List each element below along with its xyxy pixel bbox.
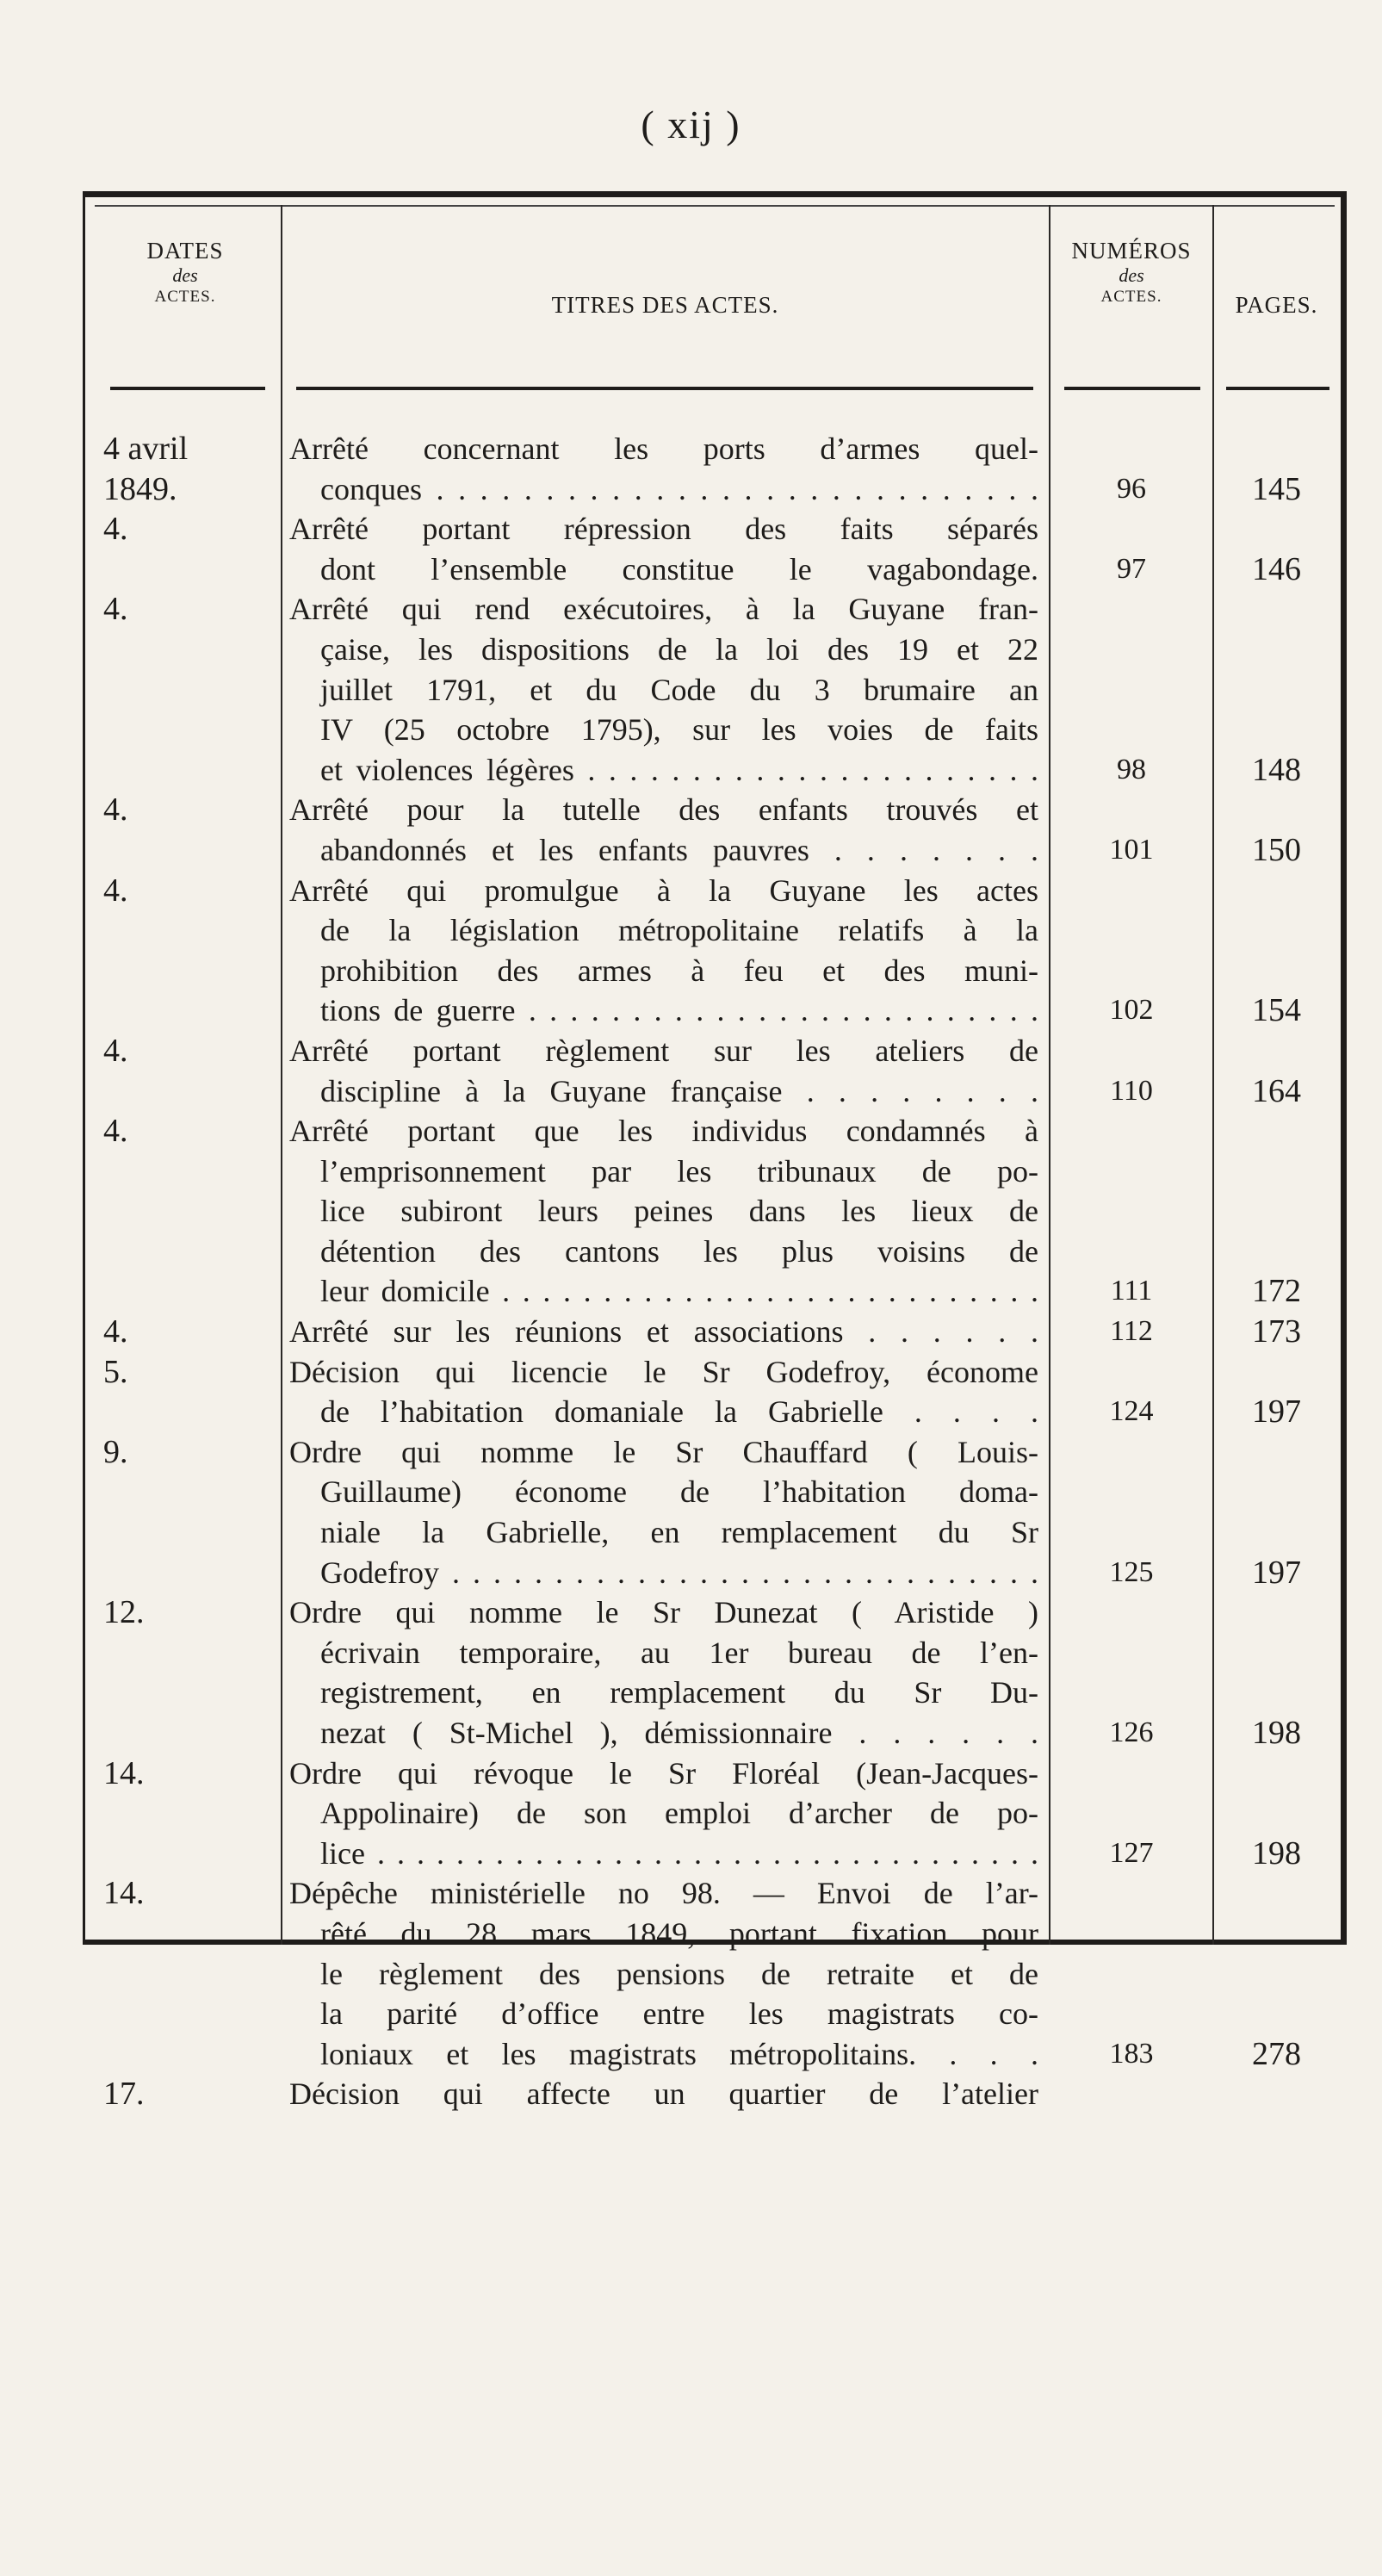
entry-page: 150 [1252,831,1301,868]
entry-page: 172 [1252,1273,1301,1310]
entry-date: 4. [103,872,128,909]
entry-title-line: prohibition des armes à feu et des muni- [320,953,1038,988]
entry-line [95,1031,1339,1071]
entry-page: 148 [1252,751,1301,788]
entry-line [95,630,1339,670]
list-item [95,1352,1339,1432]
entry-line [95,871,1339,911]
entry-line [95,589,1339,630]
entry-line [95,1873,1339,1914]
entry-line [95,790,1339,830]
entry-page: 154 [1252,992,1301,1029]
entry-line [95,1553,1339,1593]
entry-date: 4. [103,511,128,548]
entry-title-line: Guillaume) économe de l’habitation doma- [320,1474,1038,1510]
entry-line [95,1954,1339,1995]
entry-title-line: Arrêté qui promulgue à la Guyane les actes [289,872,1038,908]
entry-title-line: discipline à la Guyane française . . . . . . . . [320,1073,1038,1108]
entry-number: 97 [1117,552,1146,585]
entry-date: 4. [103,1032,128,1069]
list-item [95,1592,1339,1753]
list-item [95,1754,1339,1874]
header-dates-line-2: des [172,264,198,287]
list-item [95,2074,1339,2114]
list-item [95,1873,1339,2074]
entry-date: 14. [103,1875,145,1912]
entry-title-line: rêté du 28 mars 1849, portant fixation pour [320,1915,1038,1951]
entry-line [95,1111,1339,1151]
entry-date: 4. [103,591,128,628]
entry-date: 5. [103,1353,128,1390]
entry-line [95,1191,1339,1232]
entry-line [95,910,1339,951]
entry-title-line: nezat ( St-Michel ), démissionnaire . . . . . . [320,1716,1038,1750]
entry-page: 278 [1252,2035,1301,2072]
entry-line [95,1352,1339,1393]
entry-title-line: Arrêté pour la tutelle des enfants trouvés et [289,792,1038,828]
entry-date: 4. [103,791,128,829]
entry-title-line: IV (25 octobre 1795), sur les voies de faits [320,712,1038,748]
header-titres: TITRES DES ACTES. [551,292,779,318]
entry-title-line: niale la Gabrielle, en remplacement du Sr [320,1515,1038,1550]
list-item [95,871,1339,1031]
entry-number: 102 [1109,994,1154,1027]
list-item [95,1111,1339,1312]
header-numeros-line-2: des [1119,264,1144,287]
header-numeros [1052,237,1211,307]
entry-title-line: conques . . . . . . . . . . . . . . . . . . . . . . . . . . . . [320,471,1038,506]
entry-line [95,1994,1339,2034]
entry-title-line: Arrêté portant règlement sur les ateliers de [289,1033,1038,1068]
entry-line [95,1392,1339,1432]
entry-page: 164 [1252,1072,1301,1109]
entry-title-line: détention des cantons les plus voisins de [320,1233,1038,1269]
entry-line [95,469,1339,510]
entry-date: 17. [103,2076,145,2113]
entry-title-line: de la législation métropolitaine relatifs à la [320,913,1038,948]
header-dates-line-1: DATES [146,238,224,264]
entry-title-line: lice subiront leurs peines dans les lieux de [320,1194,1038,1229]
entry-title-line: loniaux et les magistrats métropolitains. . . . [320,2036,1038,2071]
entry-line [95,1914,1339,1954]
entry-line [95,549,1339,590]
entry-number: 110 [1110,1074,1153,1107]
entry-line [95,1754,1339,1794]
list-item [95,1432,1339,1592]
entry-line [95,750,1339,791]
entry-line [95,951,1339,991]
header-rule-pages [1226,387,1329,390]
header-rule-titres [296,387,1033,390]
entry-title-line: Appolinaire) de son emploi d’archer de po- [320,1796,1038,1831]
entry-title-line: juillet 1791, et du Code du 3 brumaire an [320,672,1038,707]
entry-number: 98 [1117,753,1146,785]
entry-date: 4. [103,1313,128,1350]
entry-line [95,1312,1339,1352]
entry-number: 111 [1110,1275,1153,1307]
entry-line [95,429,1339,469]
list-item [95,1312,1339,1352]
entry-number: 112 [1110,1315,1153,1348]
entry-title-line: Ordre qui nomme le Sr Chauffard ( Louis- [289,1434,1038,1469]
entry-date: 12. [103,1594,145,1631]
entry-line [95,2074,1339,2114]
entry-title-line: Ordre qui nomme le Sr Dunezat ( Aristide ) [289,1595,1038,1630]
entry-line [95,1633,1339,1673]
list-item [95,509,1339,589]
entry-number: 183 [1109,2037,1154,2070]
entry-number: 124 [1109,1395,1154,1428]
entry-line [95,509,1339,549]
entry-page: 146 [1252,550,1301,587]
header-pages: PAGES. [1235,292,1318,318]
entry-title-line: Arrêté qui rend exécutoires, à la Guyane fran- [289,592,1038,627]
entry-number: 126 [1109,1716,1154,1748]
entry-title-line: de l’habitation domaniale la Gabrielle . . . . [320,1394,1038,1430]
entry-line [95,1512,1339,1553]
list-item [95,429,1339,509]
entry-number: 101 [1109,833,1154,866]
entry-title-line: Godefroy . . . . . . . . . . . . . . . . . . . . . . . . . . . . . [320,1555,1038,1590]
entry-line [95,2034,1339,2075]
entry-number: 127 [1109,1836,1154,1869]
header-numeros-line-3: ACTES. [1100,287,1162,306]
header-rule-dates [110,387,265,390]
header-dates-line-3: ACTES. [154,287,216,306]
entry-title-line: Arrêté portant répression des faits séparés [289,512,1038,547]
entry-title-line: Arrêté sur les réunions et associations . . . . . . [289,1314,1038,1350]
entry-title-line: écrivain temporaire, au 1er bureau de l’en- [320,1635,1038,1670]
entry-title-line: Arrêté concernant les ports d’armes quel- [289,431,1038,466]
entry-number: 96 [1117,472,1146,505]
entry-title-line: l’emprisonnement par les tribunaux de po- [320,1153,1038,1189]
entry-title-line: Dépêche ministérielle no 98. — Envoi de l’ar- [289,1876,1038,1911]
entry-line [95,1232,1339,1272]
entry-title-line: la parité d’office entre les magistrats co- [320,1996,1038,2032]
list-item [95,1031,1339,1111]
header-numeros-line-1: NUMÉROS [1071,238,1192,264]
entry-title-line: Décision qui affecte un quartier de l’atelier [289,2076,1038,2112]
list-item [95,790,1339,870]
entry-title-line: leur domicile . . . . . . . . . . . . . . . . . . . . . . . . . . . [320,1274,1038,1309]
entry-title-line: Ordre qui révoque le Sr Floréal (Jean-Jacques- [289,1755,1038,1791]
entry-title-line: tions de guerre . . . . . . . . . . . . . . . . . . . . . . . . . [320,993,1038,1028]
entry-number: 125 [1109,1555,1154,1588]
entry-title-line: çaise, les dispositions de la loi des 19 et 22 [320,631,1038,667]
entry-page: 145 [1252,470,1301,507]
entry-title-line: le règlement des pensions de retraite et de [320,1956,1038,1991]
entry-date: 4 avril [103,431,189,467]
entry-date: 1849. [103,470,177,507]
header-dates [95,237,276,307]
entry-line [95,990,1339,1031]
page-number: ( xij ) [641,102,741,146]
entry-page: 198 [1252,1834,1301,1871]
entry-title-line: et violences légères . . . . . . . . . . . . . . . . . . . . . . [320,752,1038,787]
entry-page: 197 [1252,1554,1301,1591]
entry-line [95,710,1339,750]
header-rule-numeros [1064,387,1200,390]
entry-line [95,1472,1339,1512]
entry-title-line: Arrêté portant que les individus condamnés à [289,1114,1038,1149]
entry-title-line: lice . . . . . . . . . . . . . . . . . . . . . . . . . . . . . . . . . . [320,1835,1038,1871]
entry-line [95,830,1339,871]
entry-line [95,1592,1339,1633]
entry-line [95,1151,1339,1192]
entry-line [95,1834,1339,1874]
entry-line [95,1432,1339,1473]
entry-title-line: abandonnés et les enfants pauvres . . . . . . . [320,832,1038,867]
entry-line [95,1271,1339,1312]
entry-line [95,1071,1339,1112]
entry-title-line: Décision qui licencie le Sr Godefroy, économe [289,1354,1038,1389]
entry-line [95,670,1339,711]
entry-date: 14. [103,1754,145,1791]
entry-line [95,1793,1339,1834]
list-item [95,589,1339,790]
entry-line [95,1713,1339,1754]
entry-page: 173 [1252,1313,1301,1350]
entry-title-line: dont l’ensemble constitue le vagabondage. [320,551,1038,587]
entry-title-line: registrement, en remplacement du Sr Du- [320,1675,1038,1710]
entries-list [95,429,1339,2114]
entry-page: 198 [1252,1715,1301,1751]
entry-page: 197 [1252,1394,1301,1431]
entry-date: 4. [103,1113,128,1150]
entry-line [95,1673,1339,1713]
entry-date: 9. [103,1433,128,1470]
